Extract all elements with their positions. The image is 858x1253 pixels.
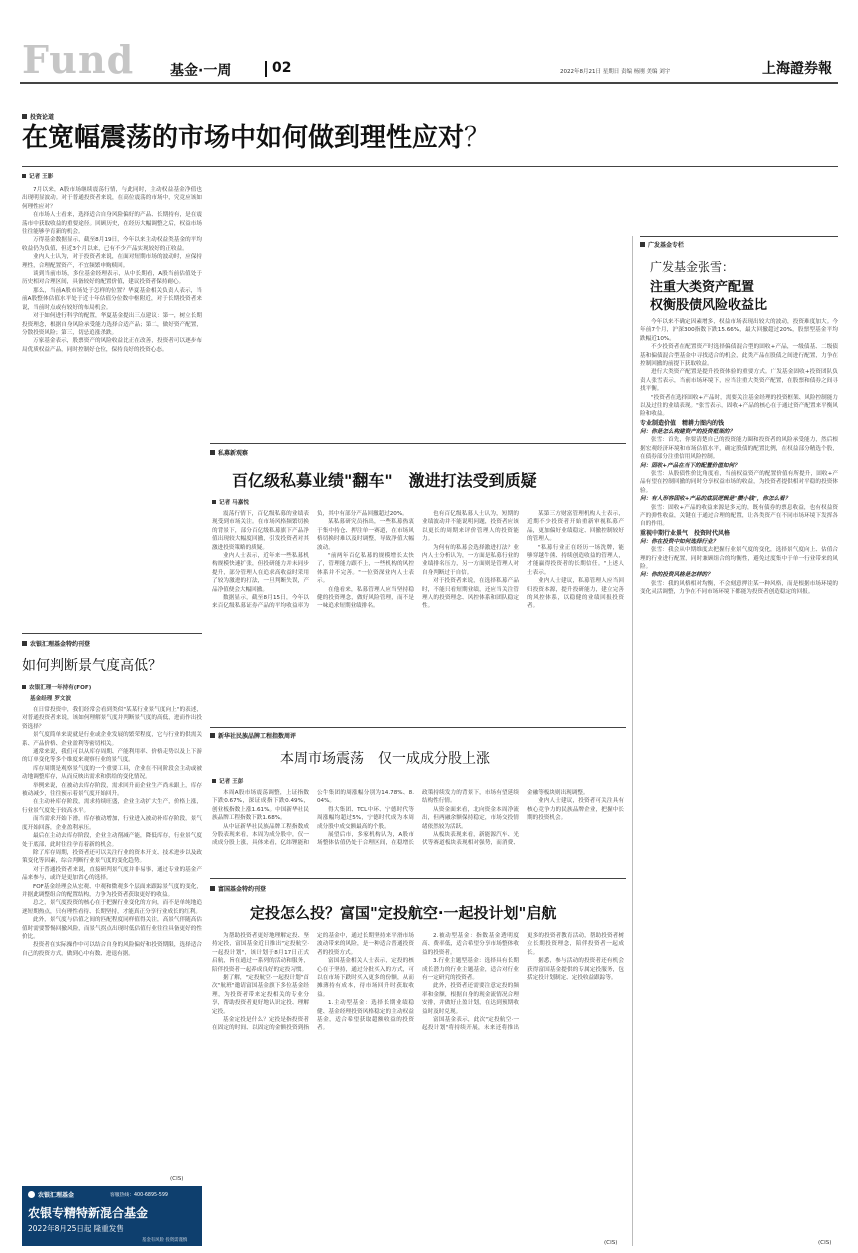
paragraph: 万得基金数据显示，截至8月19日，今年以来主动权益类基金的平均收益仍为负值，但近3个月以来，已有不少产品实现较好的正收益。 — [22, 237, 202, 252]
paragraph: "前两年百亿私募的规模增长太快了，管理能力跟不上，一些机构的风控体系并不完善。"一位资深业内人士表示。 — [317, 553, 414, 585]
paragraph: 业内人士建议，私募管理人应当回归投资本源，提升投研能力，建立完善的风控体系，以稳健的业绩回报投资者。 — [527, 578, 624, 610]
paragraph: "私募行业正在经历一场洗牌，能够穿越牛熊、持续创造收益的管理人，才能赢得投资者的长期信任。"上述人士表示。 — [527, 544, 624, 576]
paragraph: 从板块表现来看，新能源汽车、光伏等赛道板块表现相对强势，而消费、金融等板块则出现调整。 — [422, 790, 589, 847]
right-story-kicker: 广发基金专栏 — [640, 240, 684, 249]
paragraph: 1.主动型基金：选择长期业绩稳健、基金经理投资风格稳定的主动权益基金，适合希望获取超额收益的投资者。 — [317, 1000, 414, 1032]
private-story-headline: 百亿级私募业绩"翻车" 激进打法受到质疑 — [232, 471, 537, 490]
lead-rule — [22, 166, 838, 167]
launch-story-headline: 定投怎么投？富国"定投航空·一起投计划"启航 — [250, 904, 557, 922]
paragraph: 对于如何进行科学的配置，华夏基金提出三点建议：第一，树立长期投资理念，根据自身风险承受能力选择合适产品；第二，做好资产配置，分散投资风险；第三，切忌追涨杀跌。 — [22, 313, 202, 336]
qa-answer: 张雪：我会从中期维度去把握行业景气度的变化，选择景气度向上、估值合理的行业进行配置，同时兼顾组合的均衡性，避免过度集中于单一行业带来的风险。 — [640, 547, 838, 570]
paragraph: 最后在主动去库存阶段，企业主动削减产能，降低库存，行业景气度处于底部，此时往往孕育着新的机会。 — [22, 833, 202, 848]
private-story-rule — [210, 443, 626, 444]
paragraph: 据悉，参与活动的投资者还有机会获得富国基金提供的专属定投服务，包括定投计划制定、定投收益跟踪等。 — [527, 958, 624, 982]
paragraph: 通常来说，我们可以从库存周期、产能利用率、价格走势以及上下游的订单变化等多个维度来观察行业的景气度。 — [22, 749, 202, 764]
paragraph: 谈到当前市场，多位基金经理表示，从中长期看，A股当前估值处于历史相对合理区间，具备较好的配置价值，建议投资者保持耐心。 — [22, 271, 202, 286]
qa-answer: 张雪：固收+产品的收益来源是多元的，既有债券的票息收益，也有权益资产的弹性收益，关键在于通过合理的配置，让各类资产在不同市场环境下发挥各自的作用。 — [640, 504, 838, 528]
right-story-title-1: 广发基金张雪： — [650, 260, 735, 274]
paragraph: FOF基金经理会从宏观、中观和微观多个层面来跟踪景气度的变化，并据此调整组合的配置结构，力争为投资者获取更好的收益。 — [22, 883, 202, 898]
paragraph: 业内人士表示，近年来一些私募机构规模快速扩张，但投研能力并未同步提升，部分管理人在追求高收益时采用了较为激进的打法，一旦判断失误，产品净值便会大幅回撤。 — [212, 553, 309, 593]
fund-wordmark: Fund — [22, 37, 135, 82]
private-story-body — [212, 510, 624, 722]
left-story-headline: 如何判断景气度高低？ — [22, 658, 162, 674]
paragraph: 本周A股市场震荡调整，上证指数下跌0.67%，深证成指下跌0.49%，创业板指数上涨1.61%。中国新华社民族品牌工程指数下跌1.68%。 — [212, 790, 309, 822]
paragraph: 在市场人士看来，选择适合自身风险偏好的产品、长期持有，是在震荡市中获取收益的重要途径。回顾历史，在经历大幅调整之后，权益市场往往能够孕育新的机会。 — [22, 212, 202, 236]
paragraph: 某第三方财富管理机构人士表示，近期不少投资者开始重新审视私募产品，更加偏好业绩稳定、回撤控制较好的管理人。 — [527, 511, 624, 543]
left-story-kicker: 农银汇理基金特约刊登 — [22, 639, 90, 648]
launch-story-body — [212, 932, 624, 1240]
right-story-subhead-2: 重视中期行业景气 投资时代风格 — [640, 529, 731, 537]
qa-question: 问：你是怎么构建资产的投资框架的？ — [640, 428, 736, 435]
qa-answer: 张雪：从股债性价比角度看，当前权益资产的配置价值有所提升，固收+产品有望在控制回撤的同时分享权益市场的收益，为投资者提供相对平稳的投资体验。 — [640, 470, 838, 494]
paragraph: 除了库存周期，投资者还可以关注行业的资本开支、技术进步以及政策变化等因素，综合判断行业景气度的变化趋势。 — [22, 849, 202, 865]
paragraph: 展望后市，多家机构认为，A股市场整体估值仍处于合理区间，在稳增长政策持续发力的背景下，市场有望延续结构性行情。 — [317, 790, 519, 847]
paragraph: 7月以来，A股市场继续震荡行情，与此同时，主动权益基金净值也出现明显波动。对于普通投资者来说，在高位震荡的市场中，究竟应该如何理性应对？ — [22, 187, 202, 210]
launch-story-end-mark: (CIS) — [604, 1240, 618, 1246]
left-story-end-mark: (CIS) — [170, 1176, 184, 1182]
paragraph: 进行大类资产配置是提升投资体验的重要方式。广发基金固收+投资团队负责人张雪表示，当前市场环境下，应当注重大类资产配置，在股票和债券之间寻找平衡。 — [640, 369, 838, 393]
lead-kicker: 投资论道 — [22, 112, 54, 121]
paragraph: 3.行业主题型基金：选择具有长期成长潜力的行业主题基金，适合对行业有一定研究的投资者。 — [422, 958, 519, 982]
lead-body — [22, 186, 202, 564]
qa-answer: 张雪：我的风格相对均衡，不会刻意押注某一种风格，而是根据市场环境的变化灵活调整，力争在不同市场环境下都能为投资者创造稳定的回报。 — [640, 580, 838, 596]
market-story-rule — [210, 727, 626, 728]
right-story-rule — [640, 236, 838, 237]
qa-question: 问：固收+产品在当下的配置价值如何？ — [640, 462, 740, 469]
left-story-byline: 农银汇理一年持有(FOF) — [22, 683, 91, 691]
lead-headline: 在宽幅震荡的市场中如何做到理性应对？ — [22, 123, 491, 153]
paragraph: 在他看来，私募管理人应当坚持稳健的投资理念，做好风险管理，而不是一味追求短期业绩排名。 — [317, 586, 414, 610]
paragraph: 总之，景气度投资的核心在于把握行业变化的方向，而不是单纯地追逐短期热点，只有理性看待、长期坚持，才能真正分享行业成长的红利。 — [22, 900, 202, 915]
paragraph: 万家基金表示，股票资产的风险收益比正在改善，投资者可以逐步布局优质权益产品，同时控制好仓位，保持良好的投资心态。 — [22, 338, 202, 353]
right-story-subhead-1: 专业制造价值 精耕力图内的钱 — [640, 419, 725, 427]
private-story-byline: 记者 马嘉悦 — [212, 498, 249, 506]
left-story-rule — [22, 633, 202, 634]
ad-logo: 农银汇理基金 — [28, 1190, 74, 1199]
lead-byline: 记者 王影 — [22, 172, 53, 180]
left-story-byline-2: 基金经理 罗文波 — [30, 696, 72, 702]
ad-hotline: 客服热线：400-6895-599 — [110, 1193, 168, 1198]
paragraph: 基金定投是什么？定投是指投资者在固定的时间、以固定的金额投资到指定的基金中，通过长期坚持来平滑市场波动带来的风险，是一种适合普通投资者的投资方式。 — [212, 933, 414, 1032]
ad-fine-print: 基金有风险 投资需谨慎 — [142, 1238, 188, 1243]
paragraph: 而当需求开始下滑，库存被动增加，行业进入被动补库存阶段，景气度开始回落，企业盈利承压。 — [22, 816, 202, 831]
paragraph: 也有百亿级私募人士认为，短期的业绩波动并不能说明问题，投资者应该以更长的周期来评价管理人的投资能力。 — [422, 511, 519, 543]
ad-logo-icon — [28, 1191, 35, 1198]
paragraph: 业内人士认为，对于投资者来说，在面对短期市场的波动时，应保持理性，合理配置资产，不宜频繁申购赎回。 — [22, 254, 202, 269]
masthead-rule — [20, 82, 838, 84]
paragraph: 某私募研究员指出，一些私募热衷于集中持仓、押注单一赛道，在市场风格切换时难以及时调整，导致净值大幅波动。 — [317, 519, 414, 551]
paragraph: 对于普通投资者来说，直接研判景气度并非易事，通过专业的基金产品来参与，或许是更加省心的选择。 — [22, 866, 202, 882]
market-story-byline: 记者 王彭 — [212, 777, 243, 785]
paragraph: 对于投资者来说，在选择私募产品时，不能只看短期业绩，还应当关注管理人的投资理念、风控体系和团队稳定性。 — [422, 578, 519, 610]
paragraph: 业内人士建议，投资者可关注具有核心竞争力的民族品牌企业，把握中长期的投资机会。 — [527, 798, 624, 822]
ad-date: 2022年8月25日起 隆重发售 — [28, 1224, 124, 1233]
section-title: 基金·一周 — [170, 63, 232, 79]
paragraph: 举例来说，在被动去库存阶段，需求回升而企业生产尚未跟上，库存被动减少，往往预示着景气度开始回升。 — [22, 782, 202, 798]
left-story-body — [22, 706, 202, 1174]
paragraph: 数据显示，截至8月15日，今年以来百亿级私募证券产品的平均收益率为负，其中有部分产品回撤超过20%。 — [212, 511, 408, 610]
qa-answer: 张雪：首先，你要清楚自己的投资能力圈和投资者的风险承受能力，然后根据宏观经济环境和市场估值水平，确定股债的配置比例，在权益部分精选个股，在债券部分注重信用风险控制。 — [640, 437, 838, 461]
paragraph: 此外，投资者还需要注意定投的频率和金额，根据自身的现金流情况合理安排，并做好止盈计划，在达到预期收益时及时兑现。 — [422, 983, 519, 1015]
paragraph: 2.被动型基金：指数基金透明度高、费率低，适合希望分享市场整体收益的投资者。 — [422, 933, 519, 956]
paragraph: 库存周期是观察景气度的一个重要工具，企业在不同阶段会主动或被动地调整库存，从而反映出需求和供给的变化情况。 — [22, 765, 202, 781]
market-story-kicker: 新华社民族品牌工程指数周评 — [210, 731, 296, 740]
paper-name-logo: 上海證券報 — [762, 61, 832, 77]
qa-question: 问：你的投资风格是怎样的？ — [640, 572, 713, 579]
page-number-divider — [265, 61, 267, 77]
ad-title: 农银专精特新混合基金 — [28, 1206, 149, 1220]
kicker-square-icon — [22, 114, 27, 119]
launch-story-kicker: 富国基金特约刊登 — [210, 884, 266, 893]
paragraph: 那么，当前A股市场处于怎样的位置？华夏基金相关负责人表示，当前A股整体估值水平处于近十年估值分位数中枢附近，对于长期投资者来说，当前时点或有较好的布局机会。 — [22, 287, 202, 311]
paragraph: 富国基金表示，此次"定投航空·一起投计划"将持续开展，未来还将推出更多的投资者教育活动，帮助投资者树立长期投资理念，陪伴投资者一起成长。 — [422, 933, 624, 1032]
market-story-headline: 本周市场震荡 仅一成成分股上涨 — [280, 751, 490, 767]
market-story-body — [212, 789, 624, 875]
paragraph: 震荡行情下，百亿级私募的业绩表现受到市场关注。在市场风格频繁切换的背景下，部分百亿级私募旗下产品净值出现较大幅度回撤，引发投资者对其激进投资策略的质疑。 — [212, 511, 309, 551]
paragraph: 此外，景气度与估值之间的匹配程度同样值得关注，高景气伴随高估值时需要警惕回撤风险，而景气拐点出现时低估值行业往往具备更好的性价比。 — [22, 917, 202, 940]
paragraph: "投资者在选择固收+产品时，需要关注基金经理的投资框架、风险控制能力以及过往的业绩表现。"张雪表示，固收+产品的核心在于通过资产配置来平衡风险和收益。 — [640, 394, 838, 418]
right-story-title-3: 权衡股债风险收益比 — [650, 298, 768, 313]
paragraph: 为帮助投资者更好地理解定投、坚持定投，富国基金近日推出"定投航空·一起投计划"，该计划于8月17日正式启航，旨在通过一系列的活动和服务，陪伴投资者一起养成良好的定投习惯。 — [212, 933, 309, 973]
paragraph: 投资者在实际操作中可以结合自身的风险偏好和投资期限，选择适合自己的投资方式，做到心中有数、进退有据。 — [22, 942, 202, 957]
paragraph: 景气度简单来说就是行业或企业发展的繁荣程度，它与行业的供需关系、产品价格、企业盈利等密切相关。 — [22, 732, 202, 747]
paragraph: 得大集团、TCL中环、宁德时代等周涨幅均超过5%，宁德时代成为本周成分股中成交额最高的个股。 — [317, 806, 414, 830]
paragraph: 在日常投资中，我们经常会看到类似"某某行业景气度向上"的表述，对普通投资者来说，该如何理解景气度并判断景气度的高低，进而作出投资选择？ — [22, 707, 202, 730]
right-story-title-2: 注重大类资产配置 — [650, 280, 755, 295]
paragraph: 从中证新华社民族品牌工程指数成分股表现来看，本周为成分股中，仅一成成分股上涨，具体来看，亿纬锂能和公牛集团的周涨幅分别为14.78%、8.04%。 — [212, 790, 414, 847]
launch-story-rule — [210, 878, 626, 879]
qa-question: 问：你在投资中如何选择行业？ — [640, 538, 719, 545]
masthead — [0, 0, 858, 82]
paragraph: 从资金面来看，北向资金本周净流出，但两融余额保持稳定，市场交投情绪依然较为活跃。 — [422, 806, 519, 830]
paragraph: 在主动补库存阶段，需求持续旺盛，企业主动扩大生产，价格上涨，行业景气度处于较高水平。 — [22, 799, 202, 814]
right-column-divider — [632, 236, 633, 1246]
qa-question: 问：有人形容固收+产品的底层逻辑是"攒小钱"，你怎么看？ — [640, 496, 791, 503]
paragraph: 不少投资者在配置资产时选择偏债混合型的固收+产品，一级债基、二级债基和偏债混合型基金中寻找适合的机会，此类产品在股债之间进行配置，力争在控制回撤的前提下获取收益。 — [640, 344, 838, 368]
question-mark: ？ — [464, 123, 491, 153]
paragraph: 今年以来不确定因素增多，权益市场表现出较大的波动，投资难度加大。今年前7个月，沪深300指数下跌15.66%，最大回撤超过20%，股票型基金平均跌幅近10%。 — [640, 319, 838, 342]
dateline: 2022年8月21日 星期日 责编 杨刚 美编 刘宇 — [560, 69, 671, 75]
page-number: 02 — [272, 60, 292, 76]
paragraph: 富国基金相关人士表示，定投的核心在于坚持，通过分批买入的方式，可以在市场下跌时买入更多的份额，从而摊薄持有成本，待市场回升时获取收益。 — [317, 958, 414, 998]
paragraph: 据了解，"定投航空·一起投计划"首次"航班"邀请富国基金旗下多位基金经理，为投资者带来定投相关的专业分享，帮助投资者更好地认识定投、理解定投。 — [212, 975, 309, 1015]
private-story-kicker: 私募新观察 — [210, 448, 248, 457]
fund-ad-banner[interactable] — [22, 1186, 202, 1246]
right-story-body — [640, 318, 838, 1236]
right-story-end-mark: (CIS) — [818, 1240, 832, 1246]
paragraph: 为何有的私募会选择激进打法？业内人士分析认为，一方面是私募行业的业绩排名压力，另一方面则是管理人对自身判断过于自信。 — [422, 544, 519, 576]
